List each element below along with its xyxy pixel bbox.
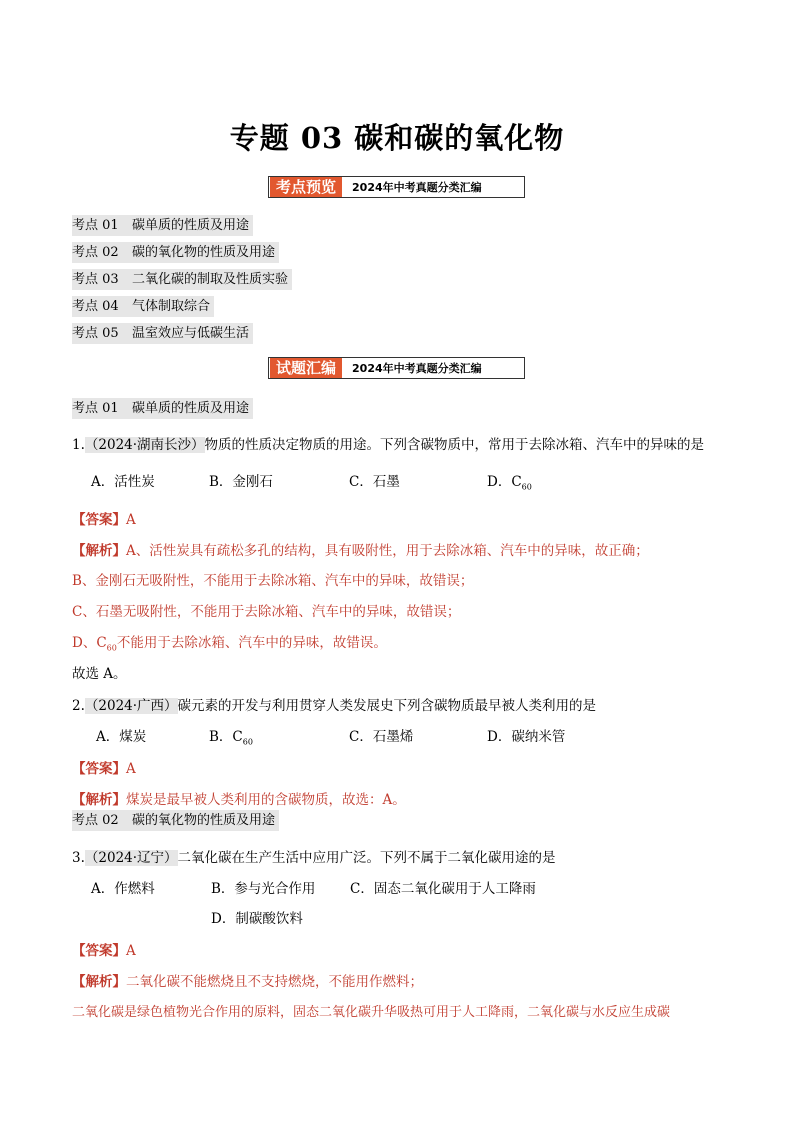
q1-analysis-d: D、$C_{60}$不能用于去除冰箱、汽车中的异味，故错误。 xyxy=(72,635,387,653)
question-1 xyxy=(72,433,704,453)
q2-option-b: B．$C_{60}$ xyxy=(209,729,253,747)
kaodian-label: 二氧化碳的制取及性质实验 xyxy=(132,272,289,287)
question-2 xyxy=(72,694,596,714)
kaodian-label: 温室效应与低碳生活 xyxy=(132,326,250,341)
banner-tag: 考点预览 xyxy=(270,177,342,197)
q1-analysis-b: B、金刚石无吸附性，不能用于去除冰箱、汽车中的异味，故错误； xyxy=(72,573,474,589)
kaodian-code: 考点 04 xyxy=(72,299,119,314)
banner-tag: 试题汇编 xyxy=(270,358,342,378)
page-title: 专题 03 碳和碳的氧化物 xyxy=(229,121,565,155)
q2-option-d: D．碳纳米管 xyxy=(487,729,566,745)
section-heading-2 xyxy=(72,810,279,831)
kaodian-label: 碳的氧化物的性质及用途 xyxy=(132,245,276,260)
question-number: 3. xyxy=(72,850,85,866)
question-source: （2024·辽宁） xyxy=(84,850,178,866)
question-source: （2024·湖南长沙） xyxy=(84,437,205,453)
banner-subtitle: 2024年中考真题分类汇编 xyxy=(352,181,482,194)
q1-option-b: B．金刚石 xyxy=(209,474,273,490)
kaodian-item-5 xyxy=(72,323,253,344)
kaodian-item-1 xyxy=(72,215,253,236)
q1-option-a: A．活性炭 xyxy=(91,474,155,490)
preview-banner xyxy=(268,176,525,198)
banner-subtitle: 2024年中考真题分类汇编 xyxy=(352,362,482,375)
q2-analysis: 【解析】煤炭是最早被人类利用的含碳物质，故选：A。 xyxy=(72,792,406,808)
section-label: 碳单质的性质及用途 xyxy=(132,401,250,416)
q3-option-d: D．制碳酸饮料 xyxy=(211,911,303,927)
q1-conclusion: 故选 A。 xyxy=(72,666,127,682)
section-heading-1 xyxy=(72,398,253,419)
question-stem: 二氧化碳在生产生活中应用广泛。下列不属于二氧化碳用途的是 xyxy=(177,850,556,866)
kaodian-label: 碳单质的性质及用途 xyxy=(132,218,250,233)
question-stem: 物质的性质决定物质的用途。下列含碳物质中，常用于去除冰箱、汽车中的异味的是 xyxy=(204,437,705,453)
question-number: 2. xyxy=(72,698,85,714)
section-label: 碳的氧化物的性质及用途 xyxy=(132,813,276,828)
q3-option-c: C．固态二氧化碳用于人工降雨 xyxy=(350,881,536,897)
question-stem: 碳元素的开发与利用贯穿人类发展史下列含碳物质最早被人类利用的是 xyxy=(177,698,597,714)
q1-option-c: C．石墨 xyxy=(349,474,400,490)
question-source: （2024·广西） xyxy=(84,698,178,714)
q2-option-c: C．石墨烯 xyxy=(349,729,414,745)
kaodian-code: 考点 02 xyxy=(72,245,119,260)
exercises-banner xyxy=(268,357,525,379)
kaodian-label: 气体制取综合 xyxy=(132,299,211,314)
section-code: 考点 01 xyxy=(72,401,119,416)
kaodian-item-3 xyxy=(72,269,292,290)
q3-analysis-1: 【解析】二氧化碳不能燃烧且不支持燃烧，不能用作燃料； xyxy=(72,974,423,990)
q3-answer: 【答案】A xyxy=(72,943,136,959)
q3-analysis-2: 二氧化碳是绿色植物光合作用的原料，固态二氧化碳升华吸热可用于人工降雨，二氧化碳与水反应生成碳 xyxy=(72,1005,671,1020)
q1-option-d: D．$C_{60}$ xyxy=(487,474,532,492)
q1-analysis-c: C、石墨无吸附性，不能用于去除冰箱、汽车中的异味，故错误； xyxy=(72,604,461,620)
question-3 xyxy=(72,846,556,866)
kaodian-code: 考点 01 xyxy=(72,218,119,233)
q1-answer: 【答案】A xyxy=(72,512,136,528)
q2-answer: 【答案】A xyxy=(72,761,136,777)
kaodian-code: 考点 03 xyxy=(72,272,119,287)
kaodian-item-4 xyxy=(72,296,214,317)
q3-option-b: B．参与光合作用 xyxy=(211,881,316,897)
kaodian-code: 考点 05 xyxy=(72,326,119,341)
q2-option-a: A．煤炭 xyxy=(96,729,147,745)
q3-option-a: A．作燃料 xyxy=(91,881,155,897)
q1-analysis-a: 【解析】A、活性炭具有疏松多孔的结构，具有吸附性，用于去除冰箱、汽车中的异味，故正确； xyxy=(72,543,649,559)
kaodian-item-2 xyxy=(72,242,279,263)
question-number: 1. xyxy=(72,437,85,453)
section-code: 考点 02 xyxy=(72,813,119,828)
